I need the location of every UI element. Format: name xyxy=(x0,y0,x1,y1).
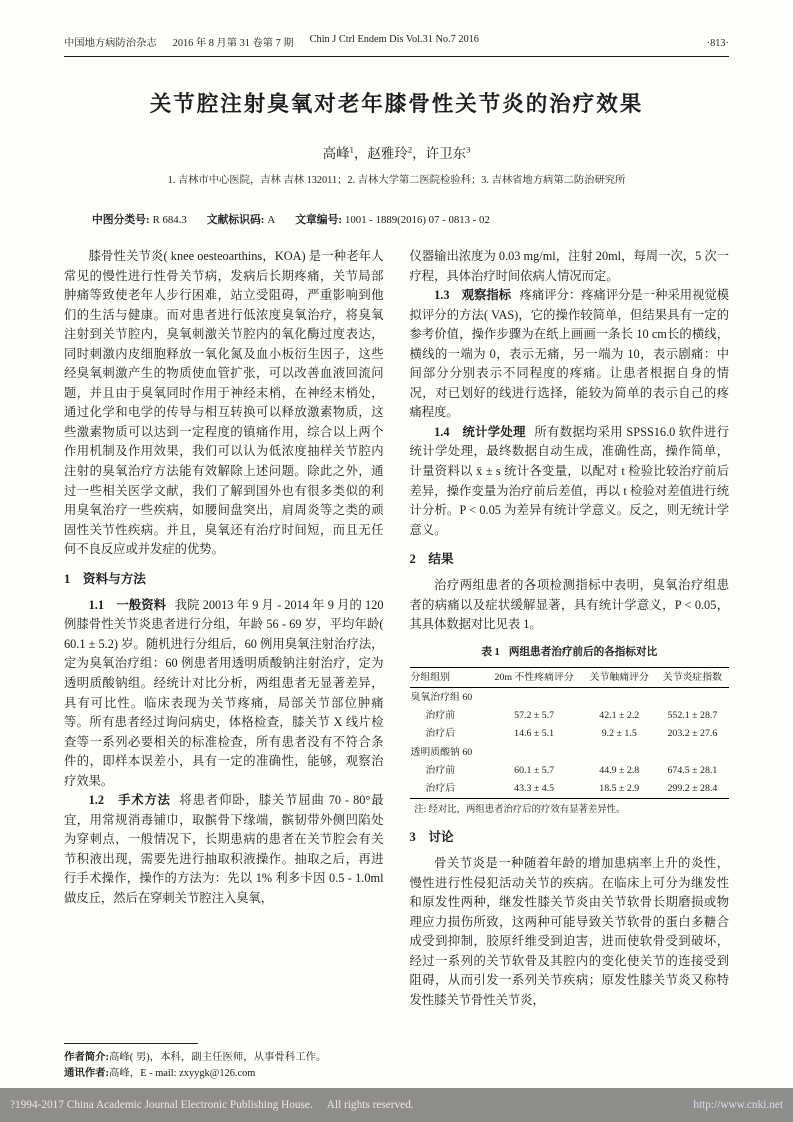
table-cell: 60.1 ± 5.7 xyxy=(514,765,555,776)
author-3-name: 许卫东 xyxy=(425,146,467,161)
table-row xyxy=(410,780,730,799)
running-header-left xyxy=(64,34,479,49)
running-header xyxy=(64,34,729,49)
clc-number xyxy=(92,212,187,227)
table-header-cell: 关节触痛评分 xyxy=(583,667,656,687)
table-header-cell: 20m 不性疼痛评分 xyxy=(486,667,583,687)
results-table-head xyxy=(410,667,730,687)
table-cell: 674.5 ± 28.1 xyxy=(667,765,718,776)
author-3 xyxy=(426,146,471,161)
affiliation-line: 1. 吉林市中心医院，吉林 吉林 132011；2. 吉林大学第二医院检验科；3. 吉林省地方病第二防治研究所 xyxy=(167,175,626,186)
table-cell: 治疗后 xyxy=(425,728,456,740)
section-heading-1: 1 资料与方法 xyxy=(64,571,146,586)
results-table-body xyxy=(410,688,730,799)
table-cell: 299.2 ± 28.4 xyxy=(667,783,718,795)
article-id-value: 1001 - 1889(2016) 07 - 0813 - 02 xyxy=(345,214,490,226)
section-heading-3: 3 讨论 xyxy=(409,830,454,845)
table-cell xyxy=(486,743,583,761)
table-cell: 14.6 ± 5.1 xyxy=(514,728,555,740)
footnote-divider xyxy=(64,1043,198,1044)
table-caption xyxy=(410,645,730,662)
table-cell: 臭氧治疗组 60 xyxy=(410,691,473,703)
results-table xyxy=(410,667,730,800)
author-bio-label: 作者简介: xyxy=(64,1051,110,1063)
paper-title: 关节腔注射臭氧对老年膝骨性关节炎的治疗效果 xyxy=(149,92,644,116)
body-columns xyxy=(64,247,729,1085)
table-row xyxy=(410,688,730,707)
document-code xyxy=(207,212,275,227)
corresponding-author-label: 通讯作者: xyxy=(64,1068,110,1080)
copyright-text: ?1994-2017 China Academic Journal Electronic Publishing House. xyxy=(10,1099,313,1111)
document-code-label: 文献标识码: xyxy=(206,214,265,226)
table-cell: 治疗前 xyxy=(425,765,456,776)
table-cell: 43.3 ± 4.5 xyxy=(514,783,555,795)
page-number: ·813· xyxy=(706,38,729,49)
copyright-bar-left xyxy=(10,1099,414,1111)
table-row xyxy=(410,743,730,761)
subsection-1-1-label: 1.1 一般资料 xyxy=(88,597,167,612)
header-rule xyxy=(64,56,729,57)
subsection-1-1-text: 我院 20013 年 9 月 - 2014 年 9 月的 120 例膝骨性关节炎患者进行分组，年龄 56 - 69 岁，平均年龄( 60.1 ± 5.2) 岁。随机进行分组后，60 例用臭氧注射治疗法，定为臭氧治疗组：60 例患者用透明质酸钠注射治疗，定为透明质酸钠组。经统计对比分析，两组患者无显著差异，具有可比性。临床表现为关节疼痛，局部关节部位肿痛等。所有患者经过询问病史，体格检查，膝关节 X 线片检查等一系列必要相关的标准检查，所有患者没有不符合条件的，即样本误差小，具有一定的准确性，能够，观察治疗效果。 xyxy=(64,597,384,788)
table-cell xyxy=(656,743,729,761)
subsection-1-4-label: 1.4 统计学处理 xyxy=(434,424,526,439)
subsection-1-3-text: 疼痛评分：疼痛评分是一种采用视觉模拟评分的方法( VAS)，它的操作较简单，但结果具有一定的参考价值，操作步骤为在纸上画画一条长 10 cm长的横线，横线的一端为 0，表示无痛，另一端为 10，表示剧痛：中间部分分别表示不同程度的疼痛。让患者根据自身的情况，对已划好的线进行选择，能较为简单的表示自己的疼痛程度。 xyxy=(409,288,729,420)
journal-name-en: Chin J Ctrl Endem Dis Vol.31 No.7 2016 xyxy=(309,34,479,45)
copyright-bar xyxy=(0,1088,793,1122)
subsection-1-2-label: 1.2 手术方法 xyxy=(88,793,171,808)
table-caption-tag: 表 1 xyxy=(481,646,500,658)
section-heading-2: 2 结果 xyxy=(409,552,454,567)
table-cell: 552.1 ± 28.7 xyxy=(667,709,718,721)
discussion-paragraph: 骨关节炎是一种随着年龄的增加患病率上升的炎性，慢性进行性侵犯活动关节的疾病。在临床上可分为继发性和原发性两种，继发性膝关节炎由关节软骨长期磨损或物理应力损伤所致，这两种可能导致关节软骨的蛋白多糖合成受到抑制，胶原纤维受到迫害，进而使软骨受到破坏，经过一系列的关节软骨及其腔内的变化使关节的连接受到阻碍，从而引发一系列关节疾病；原发性膝关节炎又称特发性膝关节骨性关节炎， xyxy=(409,856,729,1008)
author-bio-line xyxy=(64,1050,384,1067)
author-2 xyxy=(367,146,412,161)
table-row xyxy=(410,725,730,743)
left-column xyxy=(64,247,384,1085)
subsection-1-4-text: 所有数据均采用 SPSS16.0 软件进行统计学处理，最终数据自动生成，准确性高，操作简单，计量资料以 x̄ ± s 统计各变量，以配对 t 检验比较治疗前后差异，操作变量为治疗前后差值，再以 t 检验对差值进行统计分析。P < 0.05 为差异有统计学意义。反之，则无统计学意义。 xyxy=(409,424,729,537)
author-1 xyxy=(323,146,354,161)
table-cell: 57.2 ± 5.7 xyxy=(514,709,555,721)
subsection-1-3-label: 1.3 观察指标 xyxy=(434,288,512,303)
corresponding-author-text: 高峰，E - mail: zxyygk@126.com xyxy=(109,1068,256,1080)
table-cell: 203.2 ± 27.6 xyxy=(667,728,718,740)
issue-info: 2016 年 8 月第 31 卷第 7 期 xyxy=(172,38,294,49)
table-cell: 18.5 ± 2.9 xyxy=(599,783,640,795)
subsection-1-2-text: 将患者仰卧，膝关节屈曲 70 - 80°最宜，用常规消毒铺巾，取髌骨下缘端，髌韧带外侧凹陷处为穿刺点，一般情况下，长期患病的患者在关节腔会有关节积液出现，需要先进行抽取积液操作。抽取之后，再进行手术操作，操作的方法为：先以 1% 利多卡因 0.5 - 1.0ml 做皮丘，然后在穿刺关节腔注入臭氧， xyxy=(64,793,384,905)
author-1-name: 高峰 xyxy=(322,146,350,161)
table-header-row xyxy=(410,667,730,687)
journal-name-cn: 中国地方病防治杂志 xyxy=(64,38,157,49)
corresponding-author-line xyxy=(64,1066,384,1083)
results-paragraph: 治疗两组患者的各项检测指标中表明，臭氧治疗组患者的病痛以及症状缓解显著，具有统计学意义，P < 0.05，其具体数据对比见表 1。 xyxy=(409,578,729,632)
table-cell xyxy=(583,743,656,761)
meta-line xyxy=(64,212,729,227)
author-2-name: 赵雅玲 xyxy=(367,146,408,161)
cnki-url: http://www.cnki.net xyxy=(693,1099,783,1111)
table-cell xyxy=(656,688,729,707)
table-cell: 44.9 ± 2.8 xyxy=(599,765,640,776)
table-note: 注: 经对比，两组患者治疗后的疗效有显著差异性。 xyxy=(414,805,626,816)
table-cell: 42.1 ± 2.2 xyxy=(599,709,640,721)
author-footnote xyxy=(64,1043,384,1085)
author-separator: ， xyxy=(412,146,426,161)
subsection-1-4 xyxy=(410,423,730,540)
clc-value: R 684.3 xyxy=(152,214,187,226)
author-3-sup: 3 xyxy=(466,144,471,155)
author-2-sup: 2 xyxy=(407,144,413,155)
table-header-cell: 分组组别 xyxy=(410,667,486,687)
subsection-1-3 xyxy=(410,286,730,423)
continuation-paragraph: 仪器输出浓度为 0.03 mg/ml，注射 20ml，每周一次，5 次一疗程，具体治疗时间依病人情况而定。 xyxy=(409,249,729,283)
subsection-1-2 xyxy=(64,791,384,908)
table-cell: 9.2 ± 1.5 xyxy=(601,728,637,740)
table-caption-title: 两组患者治疗前后的各指标对比 xyxy=(508,646,658,658)
rights-text: All rights reserved. xyxy=(326,1099,414,1111)
table-cell xyxy=(583,688,656,707)
clc-label: 中图分类号: xyxy=(92,214,150,226)
table-row xyxy=(410,706,730,724)
table-header-cell: 关节炎症指数 xyxy=(656,667,729,687)
article-id xyxy=(295,212,490,227)
table-cell xyxy=(486,688,583,707)
right-column xyxy=(410,247,730,1085)
table-cell: 治疗后 xyxy=(425,783,456,795)
intro-paragraph: 膝骨性关节炎( knee oesteoarthins，KOA) 是一种老年人常见的慢性进行性骨关节病，发病后长期疼痛，关节局部肿痛等致使老年人步行困难，站立受阻碍，严重影响到他们的生活与健康。而对患者进行低浓度臭氧治疗，将臭氧注射到关节腔内，臭氧刺激关节腔内的氧化酶过度表达，同时刺激内皮细胞释放一氧化氮及血小板衍生因子，这些经臭氧刺激产生的物质使血管扩张，可以改善血液回流问题，并且由于臭氧同时作用于神经末梢，在神经末梢处，通过化学和电学的传导与相互转换可以释放激素物质，这些激素物质可以达到一定程度的镇痛作用，综合以上两个作用机制及作用效果，我们可以认为低浓度抽样关节腔内注射的臭氧治疗方法能有效解除上述问题。除此之外，通过一些相关医学文献，我们了解到国外也有很多类似的利用臭氧治疗一些疾病，如腰间盘突出，肩周炎等之类的顽固性关节性疾病。并且，臭氧还有治疗时间短，而且无任何不良反应或并发症的优势。 xyxy=(64,249,384,557)
table-row xyxy=(410,762,730,780)
article-id-label: 文章编号: xyxy=(295,214,342,226)
author-line xyxy=(64,142,729,162)
author-1-sup: 1 xyxy=(349,144,354,155)
table-cell: 透明质酸钠 60 xyxy=(410,746,473,758)
document-code-value: A xyxy=(267,214,276,226)
subsection-1-1 xyxy=(64,596,384,791)
table-cell: 治疗前 xyxy=(425,709,456,721)
author-separator: ， xyxy=(353,146,368,161)
author-bio-text: 高峰( 男)，本科，副主任医师，从事骨科工作。 xyxy=(109,1051,327,1063)
